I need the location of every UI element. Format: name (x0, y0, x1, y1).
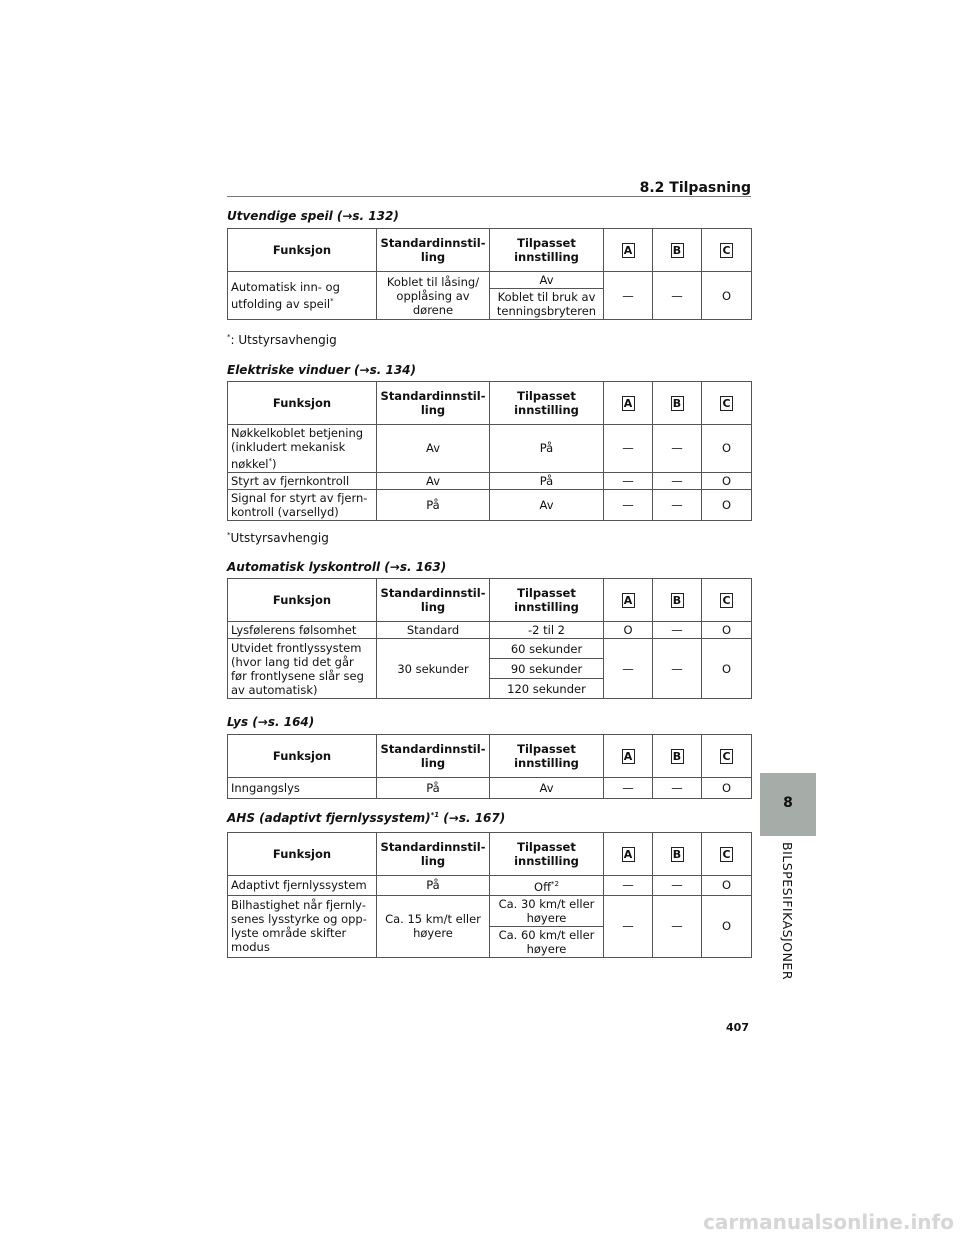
header-tilpasset: Tilpasset innstilling (490, 735, 604, 778)
key-a-icon: A (622, 847, 635, 862)
row-option: -2 til 2 (490, 622, 604, 639)
row-option: Av (490, 778, 604, 799)
header-funksjon: Funksjon (228, 382, 377, 425)
header-funksjon: Funksjon (228, 579, 377, 622)
row-function: Lysfølerens følsomhet (228, 622, 377, 639)
row-function: Inngangslys (228, 778, 377, 799)
section-title-ahs: AHS (adaptivt fjernlyssystem)$^{*1}$ (→s. 167) (227, 811, 506, 825)
row-option: Koblet til bruk av tenningsbryteren (490, 289, 604, 320)
header-standard: Standardinnstil- ling (377, 833, 490, 876)
key-a-icon: A (622, 593, 635, 608)
page-number: 407 (726, 1021, 749, 1034)
row-b: — (653, 778, 702, 799)
row-standard: På (377, 778, 490, 799)
key-a-icon: A (622, 396, 635, 411)
table-row (228, 489, 752, 520)
header-c (702, 833, 752, 876)
key-c-icon: C (720, 749, 733, 764)
row-a: — (604, 425, 653, 473)
key-c-icon: C (720, 847, 733, 862)
row-standard: På (377, 876, 490, 896)
row-function: Signal for styrt av fjern- kontroll (varsellyd) (228, 489, 377, 520)
row-standard: Koblet til låsing/ opplåsing av dørene (377, 272, 490, 320)
row-option: Ca. 60 km/t eller høyere (490, 926, 604, 957)
header-a (604, 229, 653, 272)
chapter-number: 8 (783, 795, 793, 811)
section-title-mirrors: Utvendige speil (→s. 132) (227, 209, 399, 223)
table-row (228, 272, 752, 289)
header-standard: Standardinnstil- ling (377, 735, 490, 778)
key-b-icon: B (671, 243, 684, 258)
table-lights (227, 734, 752, 799)
row-standard: 30 sekunder (377, 639, 490, 699)
row-b: — (653, 639, 702, 699)
header-tilpasset: Tilpasset innstilling (490, 833, 604, 876)
header-a (604, 579, 653, 622)
table-mirrors (227, 228, 752, 320)
row-standard: På (377, 489, 490, 520)
footnote: *: Utstyrsavhengig (227, 333, 337, 347)
footnote: *Utstyrsavhengig (227, 531, 329, 545)
header-a (604, 735, 653, 778)
row-option: Off$^{*2}$ (490, 876, 604, 896)
key-c-icon: C (720, 243, 733, 258)
table-header-row (228, 229, 752, 272)
table-row (228, 622, 752, 639)
header-b (653, 229, 702, 272)
row-option: På (490, 472, 604, 489)
header-funksjon: Funksjon (228, 735, 377, 778)
row-standard: Standard (377, 622, 490, 639)
row-b: — (653, 895, 702, 957)
header-standard: Standardinnstil- ling (377, 382, 490, 425)
row-a: O (604, 622, 653, 639)
header-c (702, 382, 752, 425)
row-c: O (702, 639, 752, 699)
row-function: Styrt av fjernkontroll (228, 472, 377, 489)
header-tilpasset: Tilpasset innstilling (490, 229, 604, 272)
header-b (653, 579, 702, 622)
row-option: 60 sekunder (490, 639, 604, 659)
header-b (653, 735, 702, 778)
key-b-icon: B (671, 593, 684, 608)
row-b: — (653, 425, 702, 473)
key-b-icon: B (671, 847, 684, 862)
table-auto-light (227, 578, 752, 699)
table-header-row (228, 735, 752, 778)
table-row (228, 472, 752, 489)
row-standard: Ca. 15 km/t eller høyere (377, 895, 490, 957)
header-a (604, 833, 653, 876)
section-title-windows: Elektriske vinduer (→s. 134) (227, 363, 417, 377)
table-header-row (228, 579, 752, 622)
row-function: Automatisk inn- og utfolding av speil* (228, 272, 377, 320)
row-standard: Av (377, 425, 490, 473)
header-a (604, 382, 653, 425)
row-option: På (490, 425, 604, 473)
row-function: Utvidet frontlyssystem (hvor lang tid det går før frontlysene slår seg av automatisk) (228, 639, 377, 699)
row-b: — (653, 876, 702, 896)
header-divider (227, 196, 751, 197)
row-option: Av (490, 272, 604, 289)
row-function: Adaptivt fjernlyssystem (228, 876, 377, 896)
table-row (228, 639, 752, 659)
key-a-icon: A (622, 243, 635, 258)
header-standard: Standardinnstil- ling (377, 229, 490, 272)
row-a: — (604, 895, 653, 957)
header-b (653, 382, 702, 425)
header-b (653, 833, 702, 876)
row-option: 120 sekunder (490, 679, 604, 699)
section-title-lights: Lys (→s. 164) (227, 715, 315, 729)
watermark: carmanualsonline.info (703, 1210, 954, 1234)
section-header: 8.2 Tilpasning (639, 180, 751, 196)
key-a-icon: A (622, 749, 635, 764)
key-b-icon: B (671, 749, 684, 764)
row-standard: Av (377, 472, 490, 489)
header-tilpasset: Tilpasset innstilling (490, 579, 604, 622)
table-row (228, 778, 752, 799)
row-c: O (702, 425, 752, 473)
row-c: O (702, 876, 752, 896)
key-c-icon: C (720, 396, 733, 411)
row-function: Bilhastighet når fjernly- senes lysstyrke og opp- lyste område skifter modus (228, 895, 377, 957)
row-c: O (702, 622, 752, 639)
row-a: — (604, 472, 653, 489)
table-row (228, 876, 752, 896)
section-title-auto-light: Automatisk lyskontroll (→s. 163) (227, 560, 447, 574)
row-b: — (653, 272, 702, 320)
header-tilpasset: Tilpasset innstilling (490, 382, 604, 425)
row-option: Ca. 30 km/t eller høyere (490, 895, 604, 926)
table-header-row (228, 833, 752, 876)
row-c: O (702, 472, 752, 489)
table-header-row (228, 382, 752, 425)
header-c (702, 229, 752, 272)
row-b: — (653, 622, 702, 639)
header-c (702, 735, 752, 778)
row-c: O (702, 489, 752, 520)
row-a: — (604, 272, 653, 320)
row-option: Av (490, 489, 604, 520)
header-funksjon: Funksjon (228, 229, 377, 272)
row-c: O (702, 895, 752, 957)
row-a: — (604, 876, 653, 896)
row-c: O (702, 272, 752, 320)
chapter-label: BILSPESIFIKASJONER (780, 842, 795, 981)
header-funksjon: Funksjon (228, 833, 377, 876)
row-a: — (604, 778, 653, 799)
header-c (702, 579, 752, 622)
key-c-icon: C (720, 593, 733, 608)
row-b: — (653, 472, 702, 489)
key-b-icon: B (671, 396, 684, 411)
table-windows (227, 381, 752, 521)
row-c: O (702, 778, 752, 799)
row-a: — (604, 489, 653, 520)
table-row (228, 425, 752, 473)
row-function: Nøkkelkoblet betjening (inkludert mekanisk nøkkel*) (228, 425, 377, 473)
row-a: — (604, 639, 653, 699)
table-ahs (227, 832, 752, 958)
row-b: — (653, 489, 702, 520)
header-standard: Standardinnstil- ling (377, 579, 490, 622)
table-row (228, 895, 752, 926)
row-option: 90 sekunder (490, 659, 604, 679)
